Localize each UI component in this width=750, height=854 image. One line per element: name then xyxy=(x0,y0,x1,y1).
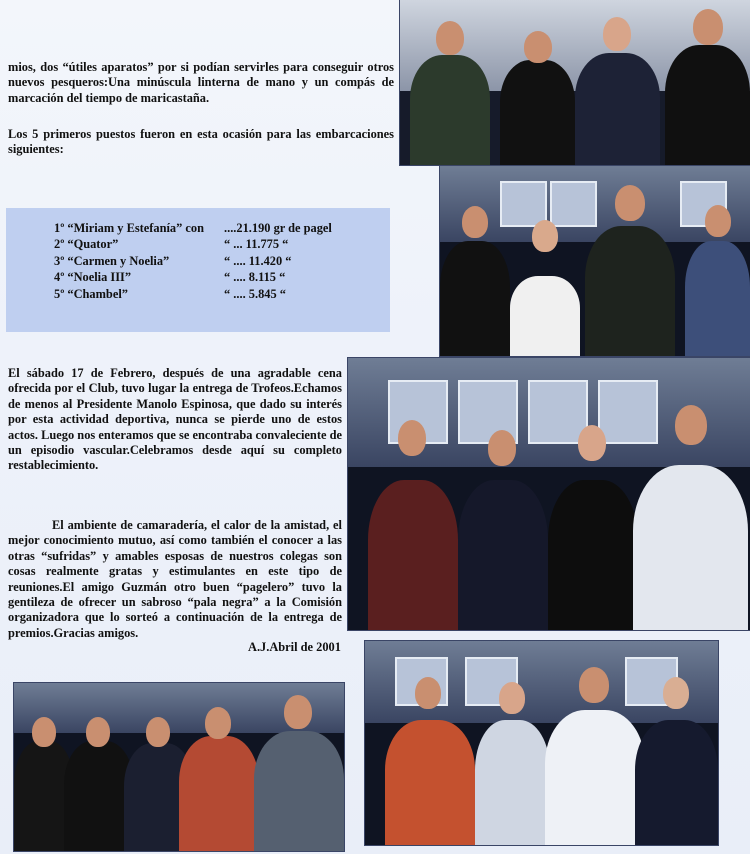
paragraph-camaraderie-text: El ambiente de camaradería, el calor de la amistad, el mejor conocimiento mutuo, así como también el conocer a las otras “sufridas” y amables esposas de nuestros colegas son cosas realmente gratas y estimulantes en este tipo de reuniones.El amigo Guzmán otro buen “pagelero” tuvo la gentileza de ofrecer un sabroso “pala negra” a la Comisión organizadora que lo sorteó a continuación de la entrega de premios.Gracias amigos. xyxy=(8,518,342,640)
result-place: 2º “Quator” xyxy=(54,237,119,252)
result-row xyxy=(54,220,332,236)
paragraph-intro-text: mios, dos “útiles aparatos” por si podían servirles para conseguir otros nuevos pesqueros:Una minúscula linterna de mano y un compás de marcación del tiempo de maricastaña. xyxy=(8,60,394,105)
result-row xyxy=(54,269,332,285)
paragraph-intro xyxy=(8,60,394,106)
photo-award-group-2 xyxy=(440,166,750,356)
paragraph-results-intro xyxy=(8,127,394,158)
photo-award-group-5 xyxy=(365,641,718,845)
result-row xyxy=(54,236,332,252)
signature: A.J.Abril de 2001 xyxy=(248,640,341,654)
result-value: “ .... 8.115 “ xyxy=(224,270,286,285)
result-value: “ ... 11.775 “ xyxy=(224,237,289,252)
result-value: “ .... 5.845 “ xyxy=(224,286,286,301)
photo-award-group-1 xyxy=(400,0,750,165)
result-row xyxy=(54,253,332,269)
paragraph-trophies xyxy=(8,366,342,474)
result-place: 5º “Chambel” xyxy=(54,286,128,301)
results-list xyxy=(54,220,332,302)
result-place: 3º “Carmen y Noelia” xyxy=(54,253,170,268)
photo-award-group-4 xyxy=(14,683,344,851)
result-place: 1º “Miriam y Estefanía” con xyxy=(54,221,205,235)
paragraph-camaraderie xyxy=(8,518,342,641)
paragraph-trophies-text: El sábado 17 de Febrero, después de una agradable cena ofrecida por el Club, tuvo lugar la entrega de Trofeos.Echamos de menos al Presidente Manolo Espinosa, que dado su interés por esta actividad deportiva, nunca se pierde uno de estos actos. Luego nos enteramos que se encontraba convaleciente de un episodio vascular.Celebramos desde aquí su completo restablecimiento. xyxy=(8,366,342,473)
photo-award-group-3 xyxy=(348,358,750,630)
result-row xyxy=(54,286,332,302)
result-place: 4º “Noelia III” xyxy=(54,270,132,285)
paragraph-results-intro-text: Los 5 primeros puestos fueron en esta ocasión para las embarcaciones siguientes: xyxy=(8,127,394,157)
result-value: “ .... 11.420 “ xyxy=(224,253,292,268)
result-value: ....21.190 gr de pagel xyxy=(224,221,332,235)
